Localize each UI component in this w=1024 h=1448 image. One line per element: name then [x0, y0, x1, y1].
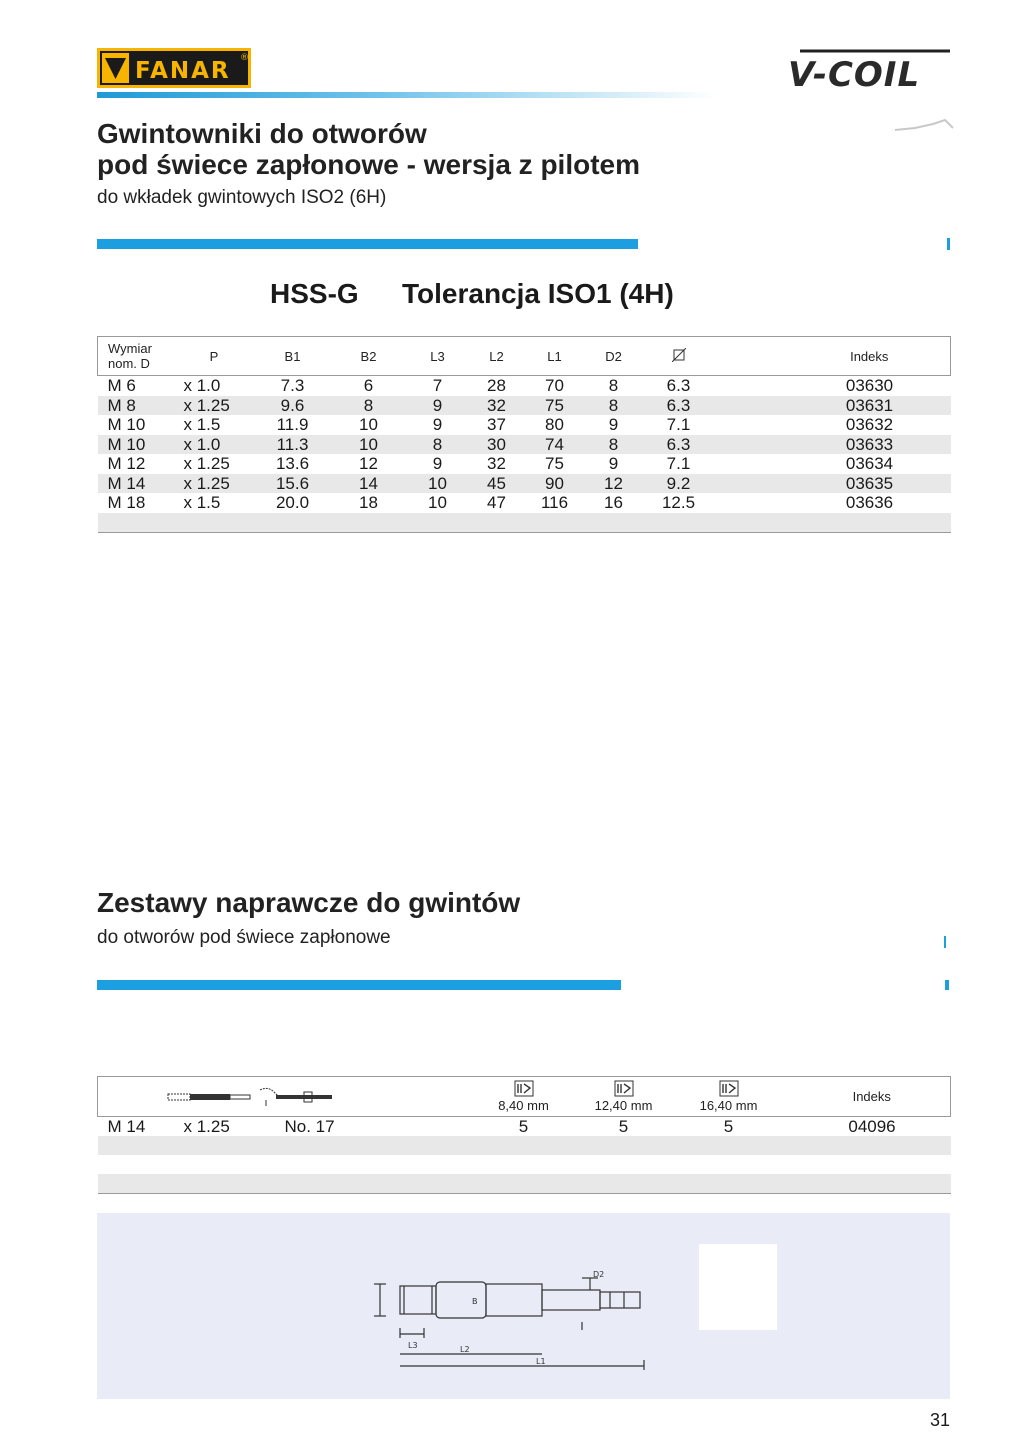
tap-pitch: x 1.25 — [183, 454, 230, 473]
col-insert-8-40 — [464, 1077, 584, 1117]
table-row-empty — [98, 513, 951, 533]
tap-l3: 10 — [428, 493, 447, 512]
table-row — [98, 493, 951, 513]
col-kit-empty — [98, 1077, 176, 1117]
fanar-logo — [97, 48, 251, 88]
tap-empty — [717, 493, 789, 513]
tap-b2: 6 — [363, 376, 374, 395]
insert-8-40-label: 8,40 mm — [498, 1098, 549, 1113]
tap-l1: 75 — [523, 396, 587, 416]
kit-spacer — [384, 1117, 464, 1137]
tap-technical-drawing — [360, 1268, 650, 1378]
section1-title-line2: pod świece zapłonowe - wersja z pilotem — [97, 149, 641, 180]
kit-pitch: x 1.25 — [183, 1117, 230, 1136]
kit-qty-16-40: 5 — [723, 1117, 734, 1136]
table-row — [98, 435, 951, 455]
tap-l2: 45 — [471, 474, 523, 494]
section1-accent-tick — [947, 238, 950, 250]
kit-indeks: 04096 — [848, 1117, 896, 1136]
table-row — [98, 415, 951, 435]
tap-b1: 9.6 — [253, 396, 333, 416]
drawing-label-b: B — [472, 1297, 478, 1306]
tap-square: 7.1 — [666, 415, 691, 434]
repair-kit-table — [97, 1076, 951, 1194]
section2-small-tick — [944, 936, 946, 948]
section1-title — [97, 118, 640, 180]
tap-b2: 10 — [359, 415, 378, 434]
svg-text:FANAR: FANAR — [135, 58, 231, 84]
col-wymiar-line1: Wymiar — [108, 341, 152, 356]
v-coil-logo — [786, 46, 952, 90]
tap-b2: 18 — [359, 493, 378, 512]
tap-indeks: 03632 — [845, 415, 894, 434]
tap-l3: 9 — [432, 415, 443, 434]
col-l2: L2 — [471, 337, 523, 376]
square-dimension-icon — [672, 348, 686, 362]
drawing-label-l1: L1 — [536, 1357, 546, 1366]
svg-text:V-COIL: V-COIL — [788, 55, 921, 90]
decorative-corner-mark — [895, 118, 955, 134]
section2-accent-tick — [945, 980, 949, 990]
tap-indeks: 03636 — [845, 493, 894, 512]
tap-l3: 9 — [405, 396, 471, 416]
tap-pitch: x 1.5 — [183, 415, 221, 434]
tap-l3: 8 — [405, 435, 471, 455]
col-tool — [254, 1077, 384, 1117]
drawing-label-l3: L3 — [408, 1341, 418, 1350]
tap-d2: 8 — [608, 376, 619, 395]
tap-l1: 74 — [523, 435, 587, 455]
tap-b1: 11.3 — [253, 435, 333, 455]
tap-size: M 18 — [107, 493, 146, 512]
tap-size: M 6 — [107, 376, 136, 395]
header-gradient-rule — [97, 92, 717, 98]
section2-subtitle: do otworów pod świece zapłonowe — [97, 927, 391, 948]
section2-title: Zestawy naprawcze do gwintów — [97, 887, 521, 918]
tap-b1: 11.9 — [276, 415, 309, 434]
tap-b2: 10 — [333, 435, 405, 455]
section1-subtitle: do wkładek gwintowych ISO2 (6H) — [97, 187, 387, 208]
material-label: HSS-G — [270, 278, 359, 309]
tap-empty — [717, 415, 789, 435]
tap-l3: 9 — [432, 454, 443, 473]
tap-icon — [166, 1089, 256, 1105]
tap-l2: 32 — [471, 396, 523, 416]
page-number: 31 — [930, 1410, 951, 1430]
tap-b1: 20.0 — [275, 493, 310, 512]
tap-l2: 47 — [487, 493, 506, 512]
tap-pitch: x 1.25 — [176, 396, 253, 416]
tap-l1: 80 — [545, 415, 564, 434]
tap-b1: 13.6 — [275, 454, 310, 473]
table-row-empty — [98, 1136, 951, 1155]
tap-b2: 12 — [359, 454, 378, 473]
col-tap — [176, 1077, 254, 1117]
repair-kit-table-header — [98, 1077, 951, 1117]
tap-l1: 116 — [540, 493, 569, 512]
col-p: P — [176, 337, 253, 376]
col-kit-indeks: Indeks — [794, 1077, 951, 1117]
tap-l2: 32 — [487, 454, 506, 473]
table-row — [98, 454, 951, 474]
tap-pitch: x 1.0 — [183, 376, 221, 395]
tap-d2: 16 — [604, 493, 623, 512]
tap-square: 6.3 — [666, 376, 691, 395]
col-insert-16-40 — [664, 1077, 794, 1117]
tap-pitch: x 1.0 — [176, 435, 253, 455]
tap-l3: 7 — [432, 376, 443, 395]
tap-square: 7.1 — [666, 454, 691, 473]
col-kit-spacer — [384, 1077, 464, 1117]
section1-accent-bar — [97, 239, 638, 249]
drawing-label-d2: D2 — [593, 1270, 605, 1279]
tap-empty — [717, 435, 789, 455]
col-indeks: Indeks — [789, 337, 951, 376]
tap-square: 9.2 — [641, 474, 717, 494]
tap-l1: 70 — [545, 376, 564, 395]
tap-square: 12.5 — [661, 493, 696, 512]
kit-size: M 14 — [107, 1117, 146, 1136]
col-wymiar — [98, 337, 176, 376]
tap-b1: 7.3 — [280, 376, 305, 395]
table-row-empty — [98, 1174, 951, 1194]
tap-size: M 10 — [98, 435, 176, 455]
tap-l1: 75 — [545, 454, 564, 473]
tap-pitch: x 1.25 — [176, 474, 253, 494]
kit-tool: No. 17 — [284, 1117, 335, 1136]
tap-square: 6.3 — [641, 435, 717, 455]
col-square — [641, 337, 717, 376]
insert-16-40-label: 16,40 mm — [699, 1098, 758, 1113]
svg-text:®: ® — [240, 53, 249, 63]
taps-table-header — [98, 337, 951, 376]
col-wymiar-line2: nom. D — [108, 356, 150, 371]
insert-icon — [514, 1080, 534, 1097]
tap-indeks: 03630 — [845, 376, 894, 395]
tap-d2: 8 — [587, 435, 641, 455]
tap-l2: 28 — [487, 376, 506, 395]
kit-qty-8-40: 5 — [518, 1117, 529, 1136]
tap-l2: 37 — [487, 415, 506, 434]
tap-indeks: 03635 — [789, 474, 951, 494]
tap-size: M 14 — [98, 474, 176, 494]
insert-icon — [614, 1080, 634, 1097]
table-row-empty — [98, 1155, 951, 1174]
tap-b2: 8 — [333, 396, 405, 416]
tap-l3: 10 — [405, 474, 471, 494]
col-l3: L3 — [405, 337, 471, 376]
col-insert-12-40 — [584, 1077, 664, 1117]
col-empty — [717, 337, 789, 376]
image-placeholder — [699, 1244, 777, 1330]
taps-table — [97, 336, 951, 533]
tap-size: M 10 — [107, 415, 146, 434]
tolerance-label: Tolerancja ISO1 (4H) — [402, 278, 674, 309]
tap-empty — [717, 396, 789, 416]
col-d2: D2 — [587, 337, 641, 376]
table-row — [98, 376, 951, 396]
table-row — [98, 1117, 951, 1137]
col-l1: L1 — [523, 337, 587, 376]
tap-l1: 90 — [523, 474, 587, 494]
tap-d2: 9 — [608, 454, 619, 473]
section1-title-line1: Gwintowniki do otworów — [97, 118, 427, 149]
tap-d2: 12 — [587, 474, 641, 494]
tap-indeks: 03631 — [789, 396, 951, 416]
tap-b2: 14 — [333, 474, 405, 494]
kit-qty-12-40: 5 — [618, 1117, 629, 1136]
tap-empty — [717, 376, 789, 396]
tap-size: M 12 — [107, 454, 146, 473]
tap-indeks: 03634 — [845, 454, 894, 473]
tap-empty — [717, 474, 789, 494]
tap-indeks: 03633 — [789, 435, 951, 455]
tap-d2: 8 — [587, 396, 641, 416]
insert-12-40-label: 12,40 mm — [594, 1098, 653, 1113]
tap-size: M 8 — [98, 396, 176, 416]
insertion-tool-icon — [254, 1086, 344, 1108]
col-b2: B2 — [333, 337, 405, 376]
insert-icon — [719, 1080, 739, 1097]
tap-l2: 30 — [471, 435, 523, 455]
table-row — [98, 474, 951, 494]
section2-accent-bar — [97, 980, 621, 990]
tap-b1: 15.6 — [253, 474, 333, 494]
tap-d2: 9 — [608, 415, 619, 434]
col-b1: B1 — [253, 337, 333, 376]
drawing-label-l2: L2 — [460, 1345, 470, 1354]
tap-pitch: x 1.5 — [183, 493, 221, 512]
tap-square: 6.3 — [641, 396, 717, 416]
table-row — [98, 396, 951, 416]
tap-empty — [717, 454, 789, 474]
